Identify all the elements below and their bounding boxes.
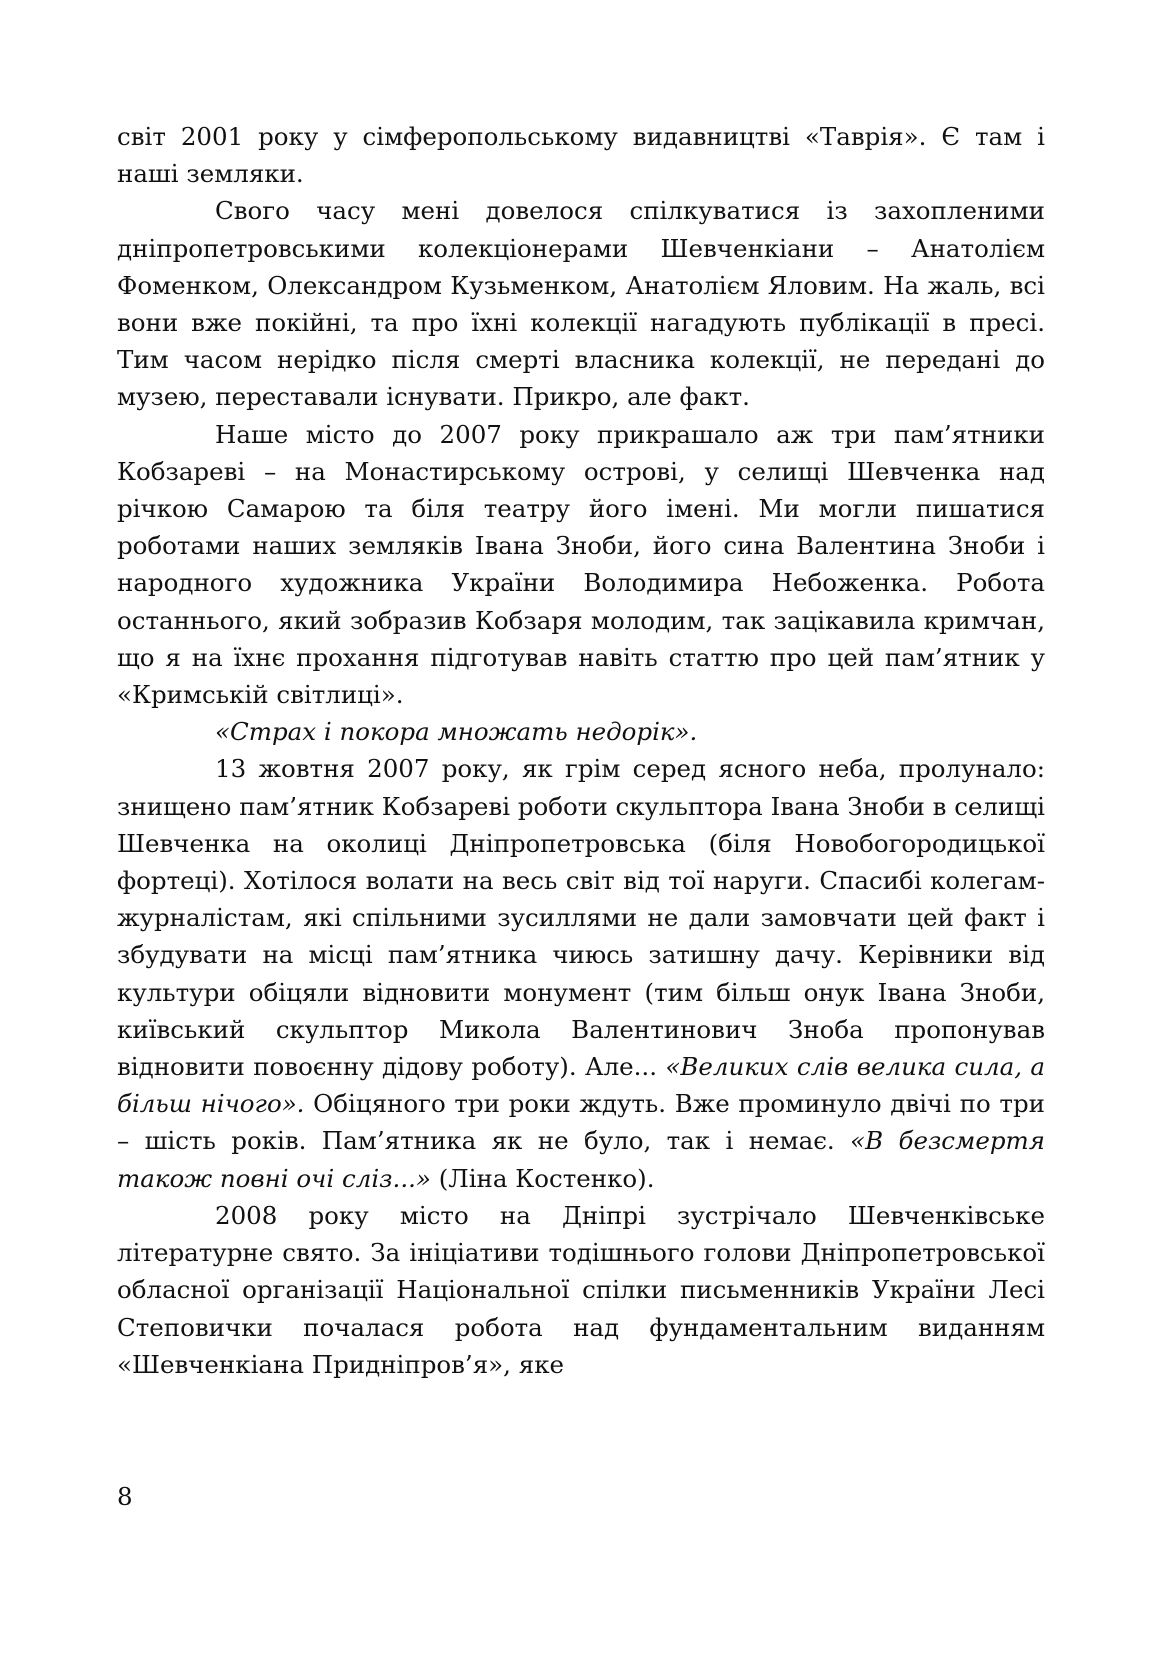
paragraph-1: світ 2001 року у сімферопольському видавництві «Таврія». Є там і наші земляки. bbox=[117, 122, 1045, 189]
paragraph-5-part-1: 13 жовтня 2007 року, як грім серед ясного неба, пролунало: знищено пам’ятник Кобзареві роботи скульптора Івана Зноби в селищі Шевченка на околиці Дніпропетровська (біля Новобогородицької фортеці). Хотілося волати на весь світ від тої наруги. Спасибі колегам-журналістам, які спільними зусиллями не дали замовчати цей факт і збудувати на місці пам’ятника чиюсь затишну дачу. Керівники від культури обіцяли відновити монумент (тим більш онук Івана Зноби, київський скульптор Микола Валентинович Зноба пропонував відновити повоєнну дідову роботу). Але... bbox=[117, 754, 1045, 1082]
paragraph-5-part-3: (Ліна Костенко). bbox=[430, 1163, 655, 1193]
paragraph-5-quote-2: «В безсмертя також повні очі сліз...» bbox=[117, 1126, 1045, 1193]
paragraph-6: 2008 року місто на Дніпрі зустрічало Шевченківське літературне свято. За ініціативи тодішнього голови Дніпропетровської обласної організації Національної спілки письменників України Лесі Степовички почалася робота над фундаментальним виданням «Шевченкіана Придніпров’я», яке bbox=[117, 1200, 1045, 1379]
quote-paragraph: «Страх і покора множать недорік». bbox=[215, 717, 698, 747]
body-text bbox=[117, 118, 1045, 1383]
document-page bbox=[117, 118, 1045, 1383]
paragraph-2: Свого часу мені довелося спілкуватися із захопленими дніпропетровськими колекціонерами Шевченкіани – Анатолієм Фоменком, Олександром Кузьменком, Анатолієм Яловим. На жаль, всі вони вже покійні, та про їхні колекції нагадують публікації в пресі. Тим часом нерідко після смерті власника колекції, не передані до музею, переставали існувати. Прикро, але факт. bbox=[117, 196, 1045, 412]
paragraph-5-quote-1: «Великих слів велика сила, а більш нічого». bbox=[117, 1052, 1045, 1119]
page-number: 8 bbox=[117, 1482, 133, 1511]
paragraph-3: Наше місто до 2007 року прикрашало аж три пам’ятники Кобзареві – на Монастирському острові, у селищі Шевченка над річкою Самарою та біля театру його імені. Ми могли пишатися роботами наших земляків Івана Зноби, його сина Валентина Зноби і народного художника України Володимира Небоженка. Робота останнього, який зобразив Кобзаря молодим, так зацікавила кримчан, що я на їхнє прохання підготував навіть статтю про цей пам’ятник у «Кримській світлиці». bbox=[117, 419, 1045, 710]
paragraph-5 bbox=[117, 750, 1045, 1196]
paragraph-5-part-2: Обіцяного три роки ждуть. Вже проминуло двічі по три – шість років. Пам’ятника як не було, так і немає. bbox=[117, 1089, 1045, 1156]
